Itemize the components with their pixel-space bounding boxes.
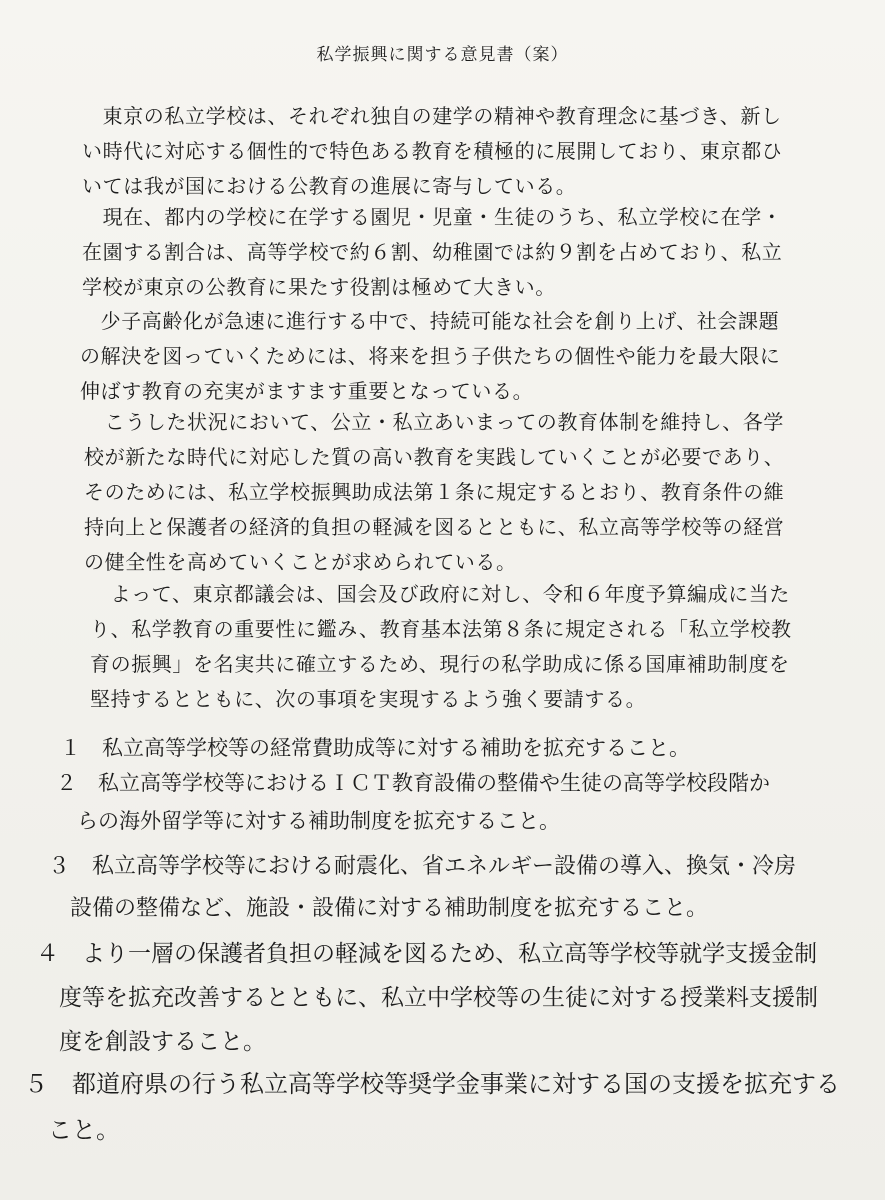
request-item-3: ３ 私立高等学校等における耐震化、省エネルギー設備の導入、換気・冷房 設備の整備など、施設・設備に対する補助制度を拡充すること。: [48, 854, 797, 921]
request-item-5: ５ 都道府県の行う私立高等学校等奨学金事業に対する国の支援を拡充する こと。: [24, 1070, 840, 1144]
request-item-1: １ 私立高等学校等の経常費助成等に対する補助を拡充すること。: [60, 736, 690, 760]
paragraph-5: よって、東京都議会は、国会及び政府に対し、令和６年度予算編成に当た り、私学教育の重要性に鑑み、教育基本法第８条に規定される「私立学校教 育の振興」を名実共に確立するため、現行の私学助成に係る国庫補助制度を 堅持するとともに、次の事項を実現するよう強く要請する。: [90, 582, 792, 711]
request-item-2: ２ 私立高等学校等におけるＩＣＴ教育設備の整備や生徒の高等学校段階か らの海外留学等に対する補助制度を拡充すること。: [56, 771, 770, 833]
paragraph-1: 東京の私立学校は、それぞれ独自の建学の精神や教育理念に基づき、新し い時代に対応する個性的で特色ある教育を積極的に展開しており、東京都ひ いては我が国における公教育の進展に寄与している。: [82, 104, 783, 198]
paragraph-4: こうした状況において、公立・私立あいまっての教育体制を維持し、各学 校が新たな時代に対応した質の高い教育を実践していくことが必要であり、 そのためには、私立学校振興助成法第１条に規定するとおり、教育条件の維 持向上と保護者の経済的負担の軽減を図るとともに、私立高等学校等の経営 の健全性を高めていくことが求められている。: [84, 410, 785, 574]
document-title: 私学振興に関する意見書（案）: [316, 45, 569, 65]
paragraph-3: 少子高齢化が急速に進行する中で、持続可能な社会を創り上げ、社会課題 の解決を図っていくためには、将来を担う子供たちの個性や能力を最大限に 伸ばす教育の充実がますます重要となっている。: [80, 309, 781, 403]
paragraph-2: 現在、都内の学校に在学する園児・児童・生徒のうち、私立学校に在学・ 在園する割合は、高等学校で約６割、幼稚園では約９割を占めており、私立 学校が東京の公教育に果たす役割は極めて大きい。: [82, 205, 783, 299]
request-item-4: ４ より一層の保護者負担の軽減を図るため、私立高等学校等就学支援金制 度等を拡充改善するとともに、私立中学校等の生徒に対する授業料支援制 度を創設すること。: [36, 941, 818, 1055]
